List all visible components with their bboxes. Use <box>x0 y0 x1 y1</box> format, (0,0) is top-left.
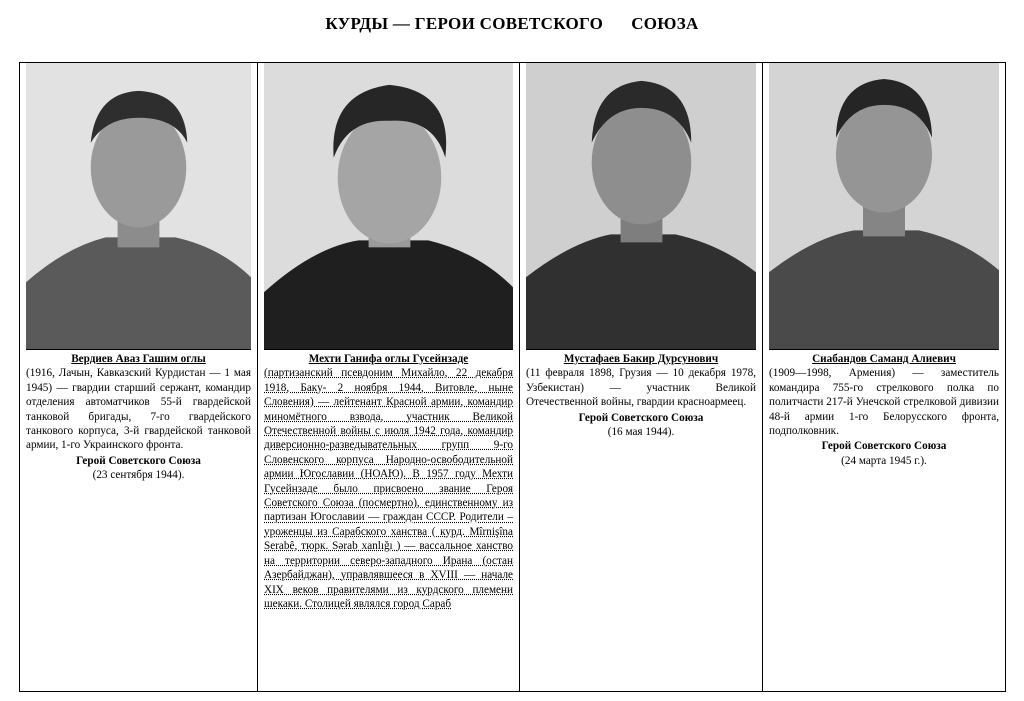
hero-award: Герой Советского Союза <box>76 454 201 467</box>
hero-portrait-photo <box>26 63 251 350</box>
hero-column <box>763 63 1005 691</box>
page-title: КУРДЫ — ГЕРОИ СОВЕТСКОГО СОЮЗА <box>325 14 699 33</box>
portrait-silhouette-icon <box>26 63 251 349</box>
hero-bio: (1909—1998, Армения) — заместитель командира 755-го стрелкового полка по политчасти 217-й Унечской стрелковой дивизии 48-й армии 1-го Белорусского фронта, подполковник. <box>769 367 999 438</box>
hero-award: Герой Советского Союза <box>578 411 704 424</box>
hero-column <box>520 63 763 691</box>
portrait-silhouette-icon <box>264 63 513 349</box>
portrait-silhouette-icon <box>769 63 999 349</box>
hero-name: Вердиев Аваз Гашим оглы <box>71 353 206 365</box>
hero-award-date: (16 мая 1944). <box>607 426 675 439</box>
hero-award-date: (24 марта 1945 г.). <box>841 454 927 467</box>
portrait-silhouette-icon <box>526 63 756 349</box>
heroes-table <box>19 62 1006 692</box>
hero-award-date: (23 сентября 1944). <box>92 469 185 482</box>
hero-portrait-photo <box>769 63 999 350</box>
hero-portrait-photo <box>264 63 513 350</box>
hero-award: Герой Советского Союза <box>821 440 947 453</box>
hero-column <box>20 63 258 691</box>
hero-bio: (1916, Лачын, Кавказский Курдистан — 1 мая 1945) — гвардии старший сержант, командир отделения автоматчиков 55-й гвардейской танковой бригады, 7-го гвардейского танкового корпуса, 3-й гвардейской танковой армии, 1-го Украинского фронта. <box>26 367 251 452</box>
hero-portrait-photo <box>526 63 756 350</box>
hero-bio: (11 февраля 1898, Грузия — 10 декабря 1978, Узбекистан) — участник Великой Отечественной войны, гвардии красноармеец. <box>526 367 756 409</box>
hero-name: Мустафаев Бакир Дурсунович <box>563 353 719 365</box>
hero-bio: (партизанский псевдоним Михайло, 22 декабря 1918, Баку- 2 ноября 1944, Витовле, ныне Словения) — лейтенант Красной армии, командир миномётного взвода, участник Великой Отечественной войны с июля 1942 года, командир диверсионно-разведывательных групп 9-го Словенского корпуса Народно-освободительной армии Югославии (НОАЮ). В 1957 году Мехти Гусейнзаде было присвоено звание Героя Советского Союза (посмертно), единственному из партизан Югославии — граждан СССР. Родители – уроженцы из Сарабского ханства ( курд. Mîrnişîna Serabê, тюрк. Sərab xanlığı ) — вассальное ханство на территории северо-западного Ирана (остан Азербайджан), управлявшееся в XVIII — начале XIX веков правителями из курдского племени шекаки. Столицей являлся город Сараб <box>264 367 513 610</box>
hero-column <box>258 63 520 691</box>
hero-name: Мехти Ганифа оглы Гусейнзаде <box>308 353 469 365</box>
hero-name: Сиабандов Саманд Алиевич <box>812 353 956 365</box>
